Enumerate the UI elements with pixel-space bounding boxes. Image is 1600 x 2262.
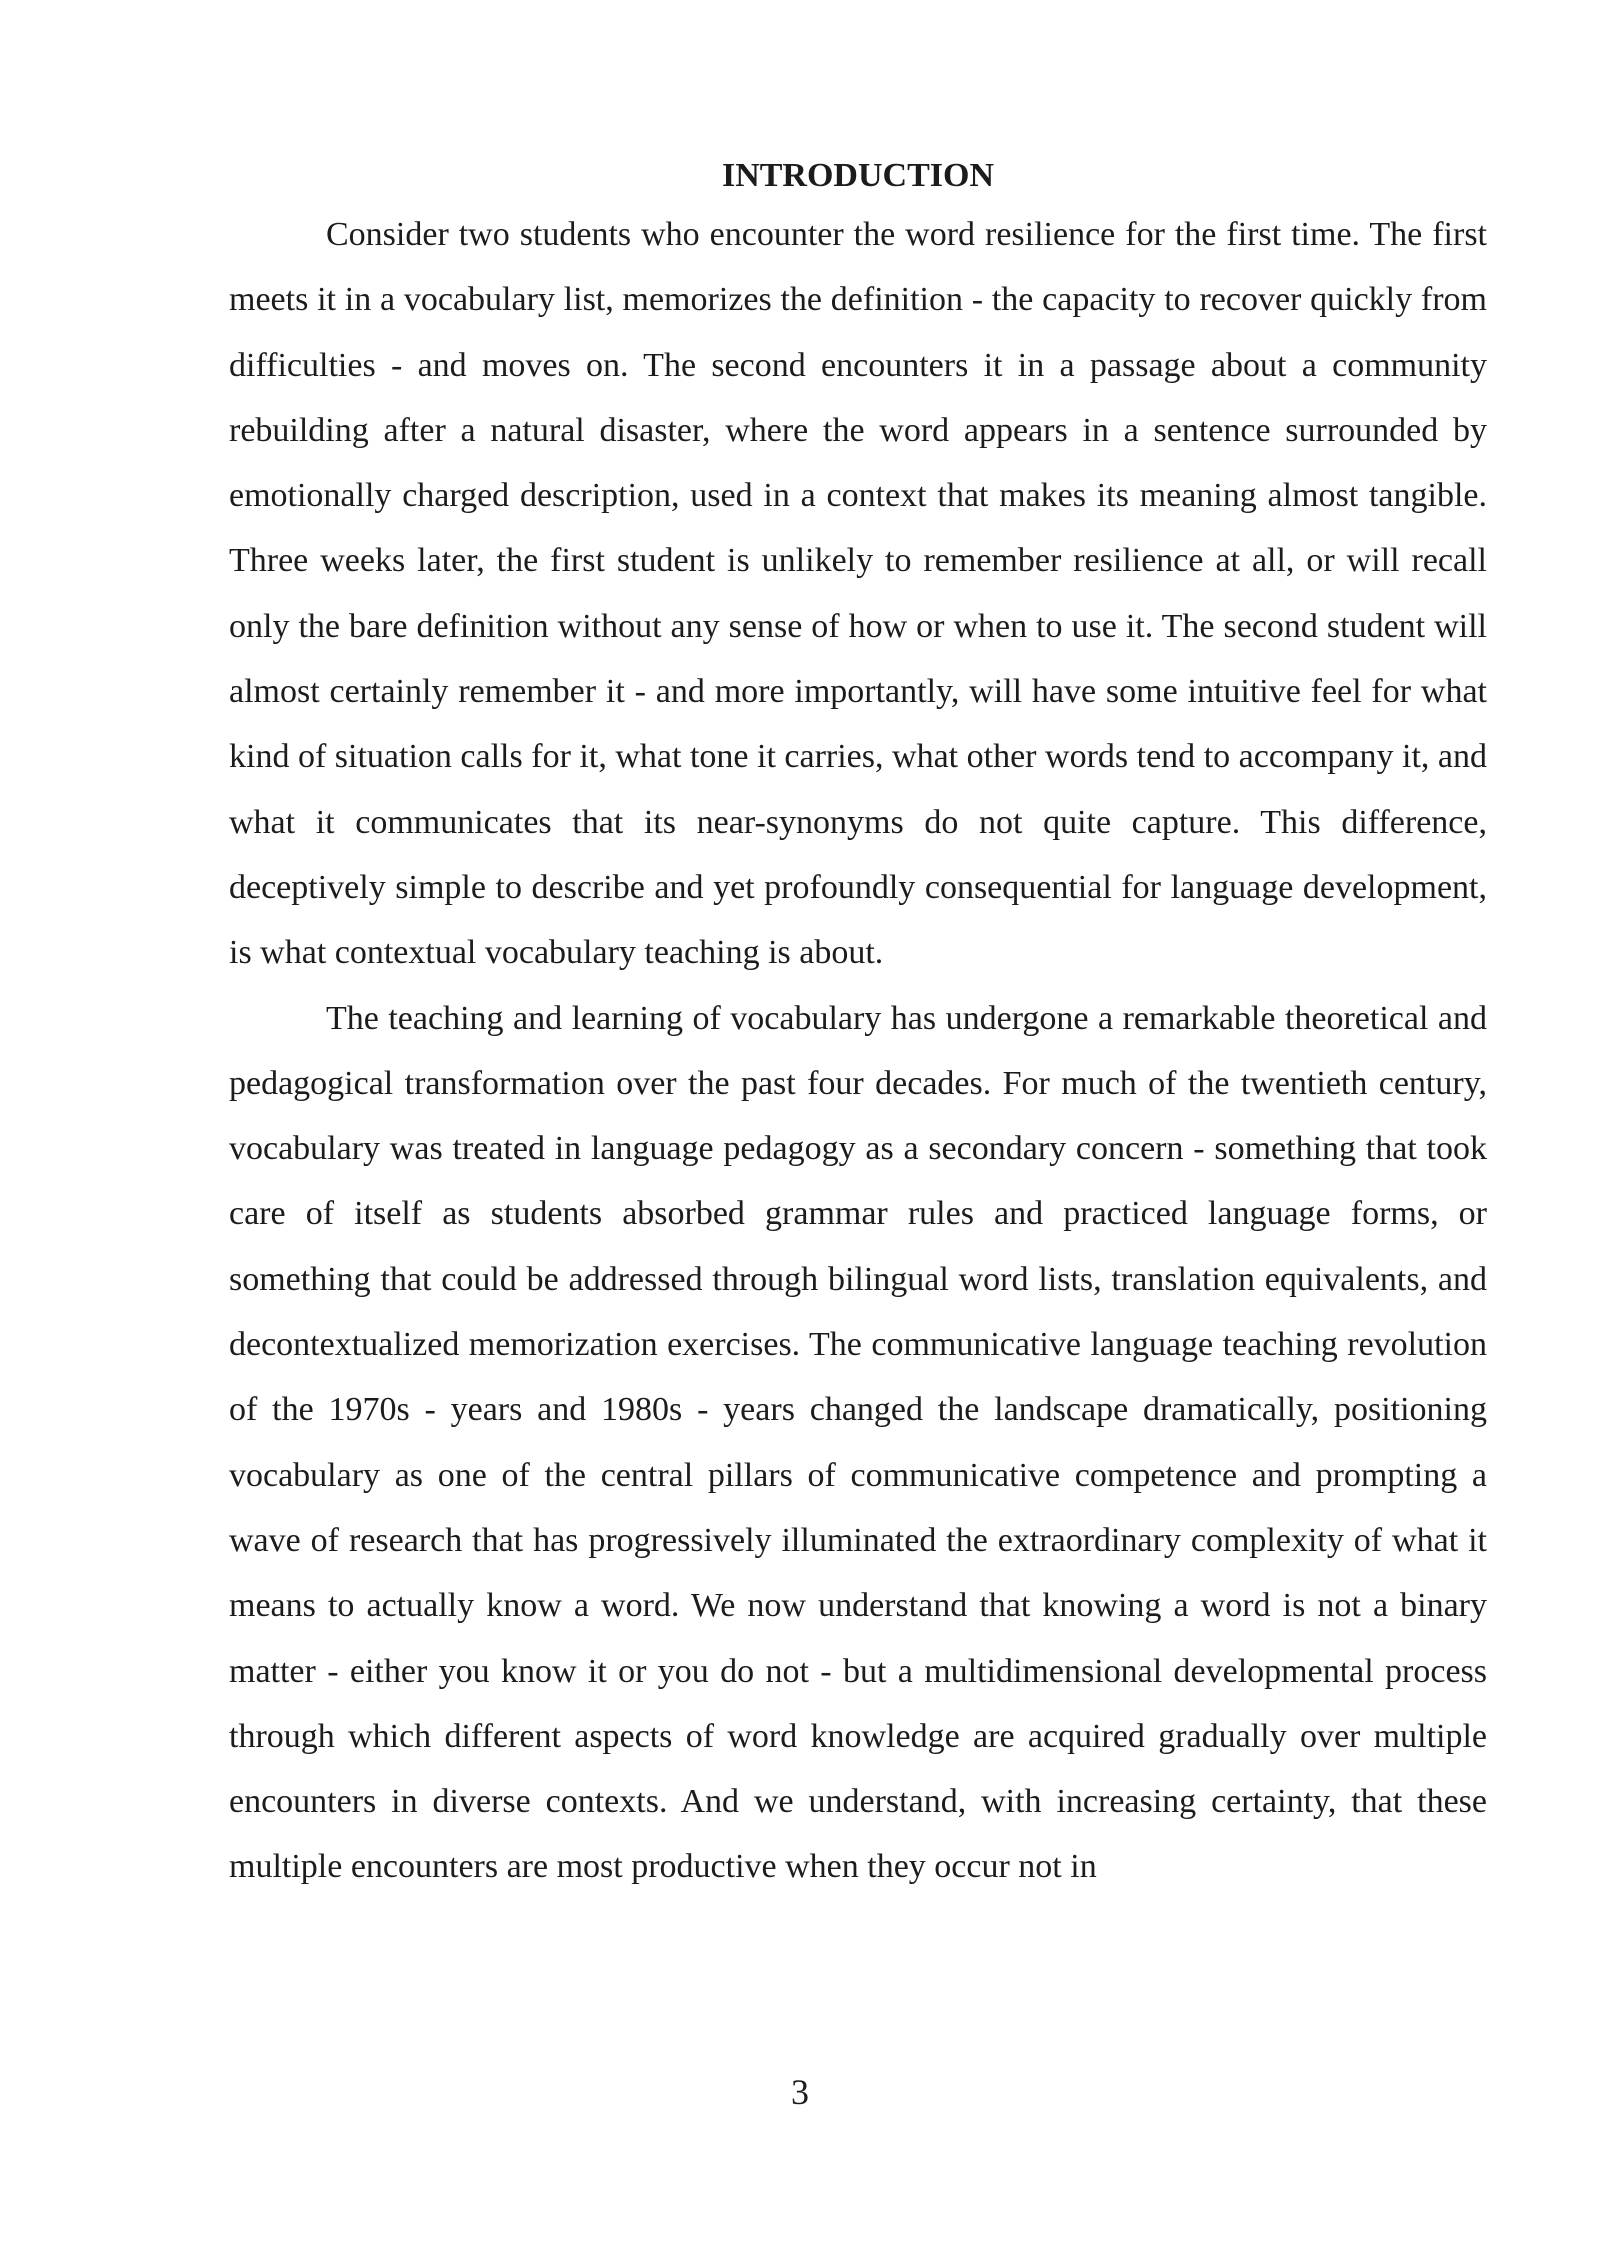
section-heading: INTRODUCTION [721, 157, 995, 194]
page-body [229, 150, 1487, 1900]
paragraph-2: The teaching and learning of vocabulary has undergone a remarkable theoretical and pedagogical transformation over the past four decades. For much of the twentieth century, vocabulary was treated in language pedagogy as a secondary concern - something that took care of itself as students absorbed grammar rules and practiced language forms, or something that could be addressed through bilingual word lists, translation equivalents, and decontextualized memorization exercises. The communicative language teaching revolution of the 1970s - years and 1980s - years changed the landscape dramatically, positioning vocabulary as one of the central pillars of communicative competence and prompting a wave of research that has progressively illuminated the extraordinary complexity of what it means to actually know a word. We now understand that knowing a word is not a binary matter - either you know it or you do not - but a multidimensional developmental process through which different aspects of word knowledge are acquired gradually over multiple encounters in diverse contexts. And we understand, with increasing certainty, that these multiple encounters are most productive when they occur not in [229, 999, 1487, 1886]
paragraph-1: Consider two students who encounter the word resilience for the first time. The first meets it in a vocabulary list, memorizes the definition - the capacity to recover quickly from difficulties - and moves on. The second encounters it in a passage about a community rebuilding after a natural disaster, where the word appears in a sentence surrounded by emotionally charged description, used in a context that makes its meaning almost tangible. Three weeks later, the first student is unlikely to remember resilience at all, or will recall only the bare definition without any sense of how or when to use it. The second student will almost certainly remember it - and more importantly, will have some intuitive feel for what kind of situation calls for it, what tone it carries, what other words tend to accompany it, and what it communicates that its near-synonyms do not quite capture. This difference, deceptively simple to describe and yet profoundly consequential for language development, is what contextual vocabulary teaching is about. [229, 216, 1487, 972]
page-number: 3 [791, 2072, 809, 2112]
